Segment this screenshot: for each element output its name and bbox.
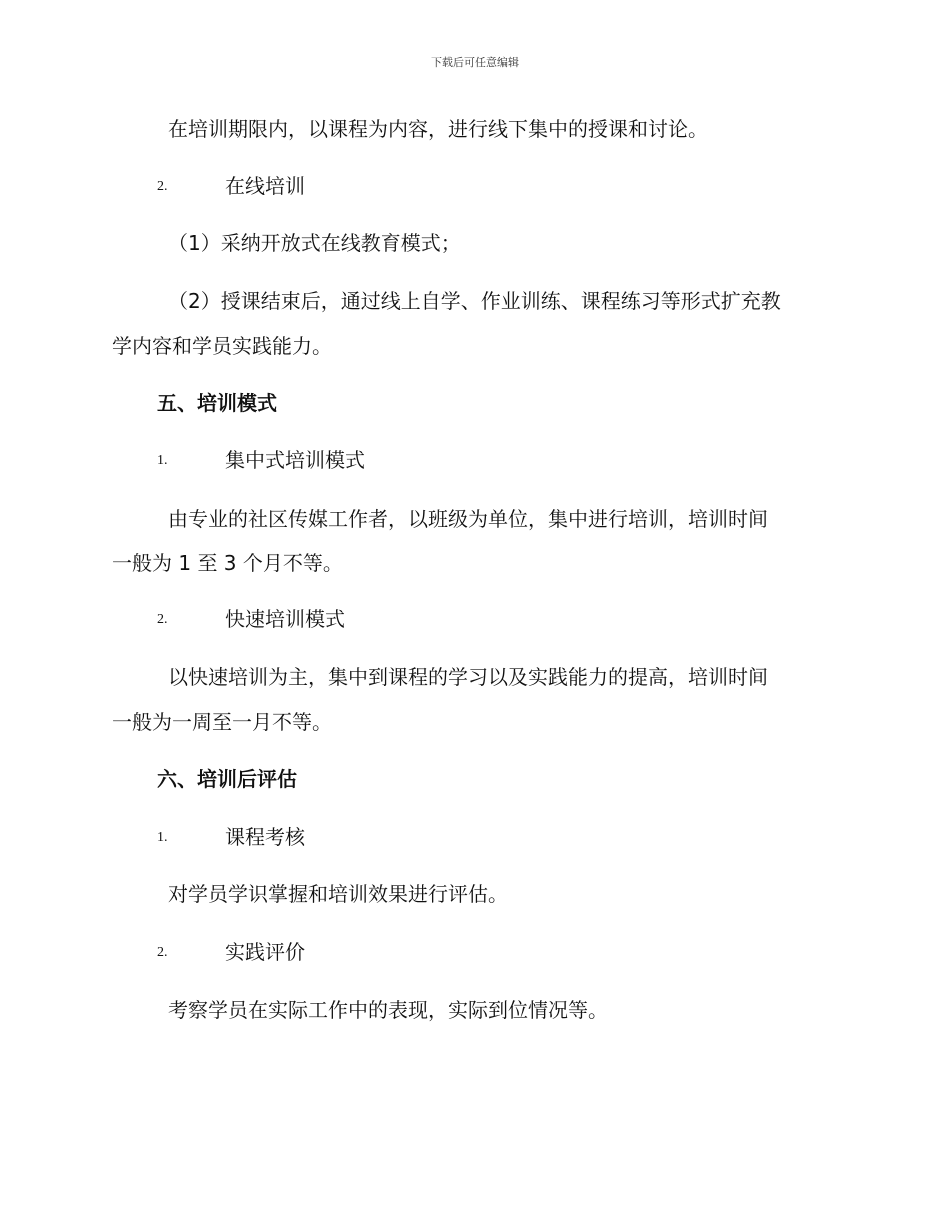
fast-paragraph-line2: 一般为一周至一月不等。 (112, 710, 332, 734)
exam-paragraph: 对学员学识掌握和培训效果进行评估。 (168, 882, 508, 906)
fast-paragraph-line1: 以快速培训为主，集中到课程的学习以及实践能力的提高，培训时间 (168, 665, 768, 689)
online-point-1: （1）采纳开放式在线教育模式； (168, 231, 461, 255)
list-item-central: 集中式培训模式 (225, 448, 365, 472)
page-header: 下载后可任意编辑 (431, 56, 519, 69)
list-item-fast: 快速培训模式 (225, 607, 345, 631)
list-number: 2. (157, 612, 168, 627)
paragraph-offline: 在培训期限内，以课程为内容，进行线下集中的授课和讨论。 (168, 117, 708, 141)
central-paragraph-line1: 由专业的社区传媒工作者，以班级为单位，集中进行培训，培训时间 (168, 507, 768, 531)
section-heading-5: 五、培训模式 (157, 391, 277, 415)
online-point-2-line2: 学内容和学员实践能力。 (112, 334, 332, 358)
list-item-exam: 课程考核 (225, 825, 305, 849)
practice-paragraph: 考察学员在实际工作中的表现，实际到位情况等。 (168, 998, 608, 1022)
central-paragraph-line2: 一般为 1 至 3 个月不等。 (112, 551, 343, 575)
online-point-2-line1: （2）授课结束后，通过线上自学、作业训练、课程练习等形式扩充教 (168, 289, 781, 313)
list-number: 2. (157, 179, 168, 194)
section-heading-6: 六、培训后评估 (157, 767, 297, 791)
list-number: 1. (157, 830, 168, 845)
list-item-practice: 实践评价 (225, 940, 305, 964)
list-number: 2. (157, 945, 168, 960)
list-number: 1. (157, 453, 168, 468)
list-item-online: 在线培训 (225, 174, 305, 198)
